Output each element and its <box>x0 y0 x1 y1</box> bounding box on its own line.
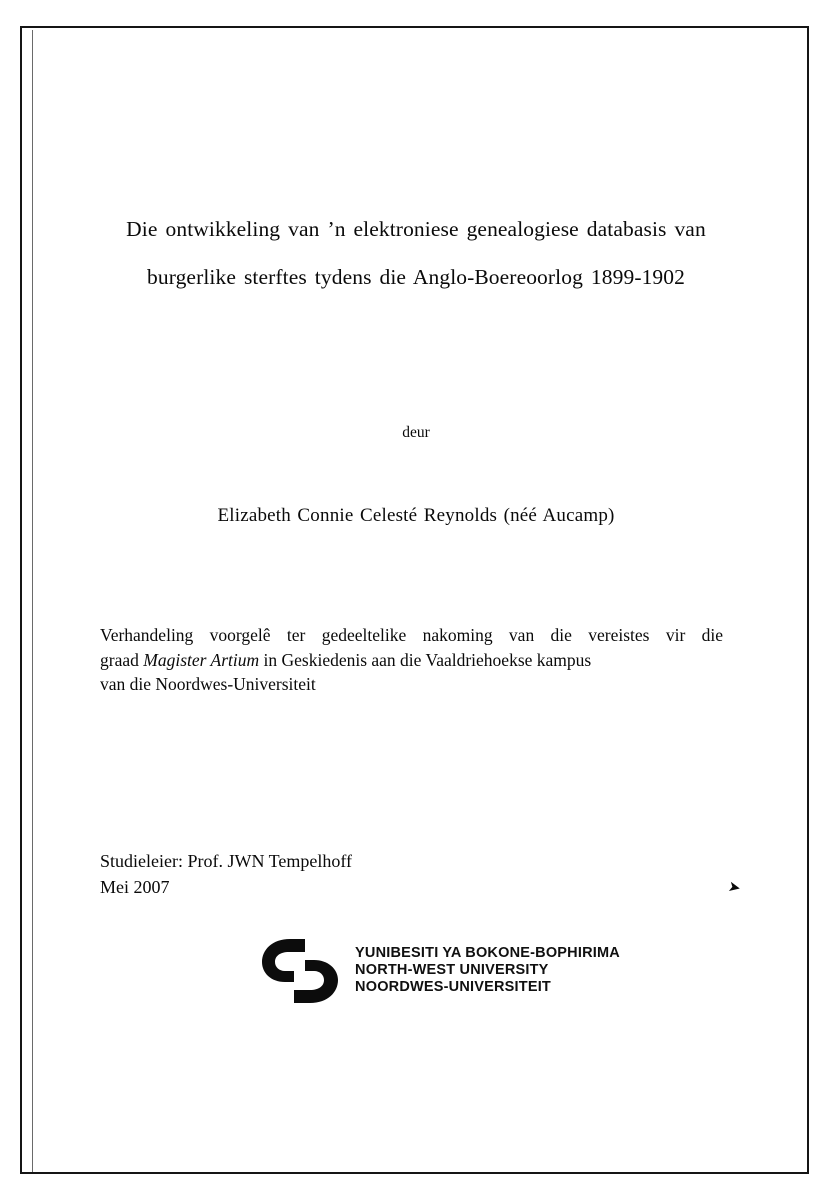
page-title <box>100 205 732 301</box>
degree-statement-line-2-suffix: in Geskiedenis aan die Vaaldriehoekse kampus <box>259 649 592 670</box>
handwritten-mark-icon: ➤ <box>726 878 743 897</box>
supervisor-block <box>100 848 743 900</box>
logo-text-line-3: NOORDWES-UNIVERSITEIT <box>355 979 551 995</box>
logo-text-line-2: NORTH-WEST UNIVERSITY <box>355 962 549 978</box>
title-line-2: burgerlike sterftes tydens die Anglo-Boereoorlog 1899-1902 <box>147 265 685 289</box>
degree-name-italic: Magister Artium <box>143 649 260 670</box>
university-logo <box>100 935 732 1007</box>
logo-text-line-1: YUNIBESITI YA BOKONE-BOPHIRIMA <box>355 945 620 961</box>
degree-statement-line-2-prefix: graad <box>100 649 144 670</box>
byline-label: deur <box>402 424 430 441</box>
university-logo-text <box>355 945 620 996</box>
author-name: Elizabeth Connie Celesté Reynolds (néé Aucamp) <box>217 505 615 526</box>
title-line-1: Die ontwikkeling van ’n elektroniese genealogiese databasis van <box>126 217 706 241</box>
date-wrapper <box>100 874 743 900</box>
date-text: Mei 2007 <box>100 876 170 897</box>
degree-statement-line-3: van die Noordwes-Universiteit <box>100 674 316 694</box>
degree-statement-line-1: Verhandeling voorgelê ter gedeeltelike nakoming van die vereistes vir die <box>100 625 723 645</box>
degree-statement <box>100 623 723 697</box>
title-page-content <box>100 30 743 1170</box>
degree-statement-line-2 <box>100 648 723 673</box>
date-line <box>100 874 743 900</box>
supervisor-line: Studieleier: Prof. JWN Tempelhoff <box>100 850 353 871</box>
north-west-university-logo-icon <box>258 935 346 1007</box>
